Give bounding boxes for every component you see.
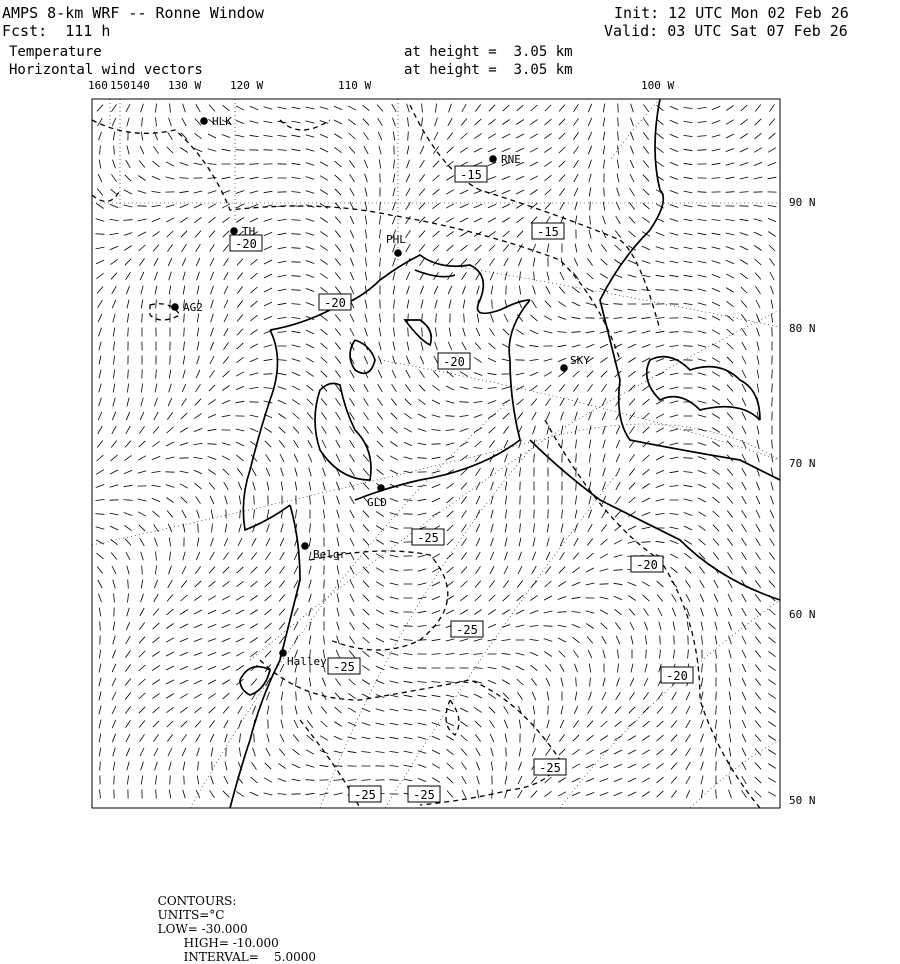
contour-units: UNITS=°C	[157, 908, 225, 922]
contour-line-5	[310, 551, 448, 650]
longitude-labels	[88, 79, 674, 92]
grid-line-5	[320, 450, 530, 808]
map-title: AMPS 8-km WRF -- Ronne Window	[2, 4, 264, 22]
contour-line-9	[446, 700, 459, 735]
contour-label: -25	[333, 660, 355, 674]
grid-line-14	[610, 99, 660, 160]
coastline-segment-6	[315, 383, 371, 480]
contour-interval: INTERVAL= 5.0000	[183, 950, 317, 964]
coastline-segment-9	[415, 270, 455, 277]
station-marker	[560, 364, 568, 372]
contour-line-1	[92, 120, 620, 360]
field-temperature: Temperature	[9, 44, 102, 60]
station-marker	[200, 117, 208, 125]
station-marker	[171, 303, 179, 311]
contour-label: -15	[460, 168, 482, 182]
field-wind-height: at height = 3.05 km	[404, 62, 573, 78]
contour-line-2	[92, 190, 120, 201]
station-marker	[377, 484, 385, 492]
init-time: Init: 12 UTC Mon 02 Feb 26	[614, 4, 849, 22]
contour-label: -15	[537, 225, 559, 239]
contours-label: CONTOURS:	[157, 894, 237, 908]
station-label: Belgr	[313, 548, 347, 561]
latitude-label: 90 N	[789, 196, 816, 209]
wind-vectors	[96, 104, 777, 799]
longitude-label: 150	[110, 79, 130, 92]
contour-label: -25	[354, 788, 376, 802]
coastline-segment-0	[600, 99, 780, 480]
longitude-label: 140	[130, 79, 150, 92]
station-label: SKY	[570, 354, 590, 367]
forecast-hour: Fcst: 111 h	[2, 22, 111, 40]
grid-line-8	[560, 600, 780, 808]
station-label: PHL	[386, 233, 406, 246]
grid-line-1	[92, 424, 780, 545]
contour-label: -20	[235, 237, 257, 251]
latitude-label: 80 N	[789, 322, 816, 335]
coastline-segment-2	[270, 255, 530, 330]
contour-label: -25	[456, 623, 478, 637]
longitude-label: 120 W	[230, 79, 264, 92]
grid-line-3	[380, 360, 780, 460]
coastline-segment-10	[530, 440, 780, 600]
station-marker	[230, 227, 238, 235]
contour-label: -25	[413, 788, 435, 802]
station-markers	[171, 115, 590, 668]
longitude-label: 130 W	[168, 79, 202, 92]
contour-high: HIGH= -10.000	[183, 936, 279, 950]
station-label: RNE	[501, 153, 521, 166]
contour-label: -20	[666, 669, 688, 683]
latitude-label: 70 N	[789, 457, 816, 470]
coastline	[230, 99, 780, 808]
station-label: AG2	[183, 301, 203, 314]
contour-label: -25	[539, 761, 561, 775]
wind-vector-field	[96, 104, 777, 799]
contour-line-6	[260, 660, 560, 805]
station-marker	[394, 249, 402, 257]
longitude-label: 110 W	[338, 79, 372, 92]
lat-lon-grid	[92, 99, 780, 808]
coastline-segment-7	[350, 340, 375, 373]
station-marker	[301, 542, 309, 550]
station-label: TH	[242, 225, 256, 238]
latitude-label: 50 N	[789, 794, 816, 807]
contour-line-8	[545, 420, 760, 808]
station-marker	[489, 155, 497, 163]
longitude-label: 160	[88, 79, 108, 92]
station-label: GLD	[367, 496, 387, 509]
station-marker	[279, 649, 287, 657]
latitude-labels	[789, 196, 816, 807]
map-frame	[92, 99, 780, 808]
longitude-label: 100 W	[641, 79, 675, 92]
contour-low: LOW= -30.000	[157, 922, 248, 936]
grid-line-6	[190, 400, 510, 808]
latitude-label: 60 N	[789, 608, 816, 621]
station-label: Halley	[287, 655, 327, 668]
contour-label: -20	[324, 296, 346, 310]
field-temperature-height: at height = 3.05 km	[404, 44, 573, 60]
field-wind-vectors: Horizontal wind vectors	[9, 62, 203, 78]
contour-label: -20	[636, 558, 658, 572]
contour-label: -20	[443, 355, 465, 369]
grid-line-9	[690, 740, 780, 808]
contour-label: -25	[417, 531, 439, 545]
contour-info	[150, 880, 320, 964]
temperature-contours	[92, 105, 760, 808]
coastline-segment-8	[405, 320, 431, 345]
valid-time: Valid: 03 UTC Sat 07 Feb 26	[604, 22, 848, 40]
station-label: HLK	[212, 115, 232, 128]
